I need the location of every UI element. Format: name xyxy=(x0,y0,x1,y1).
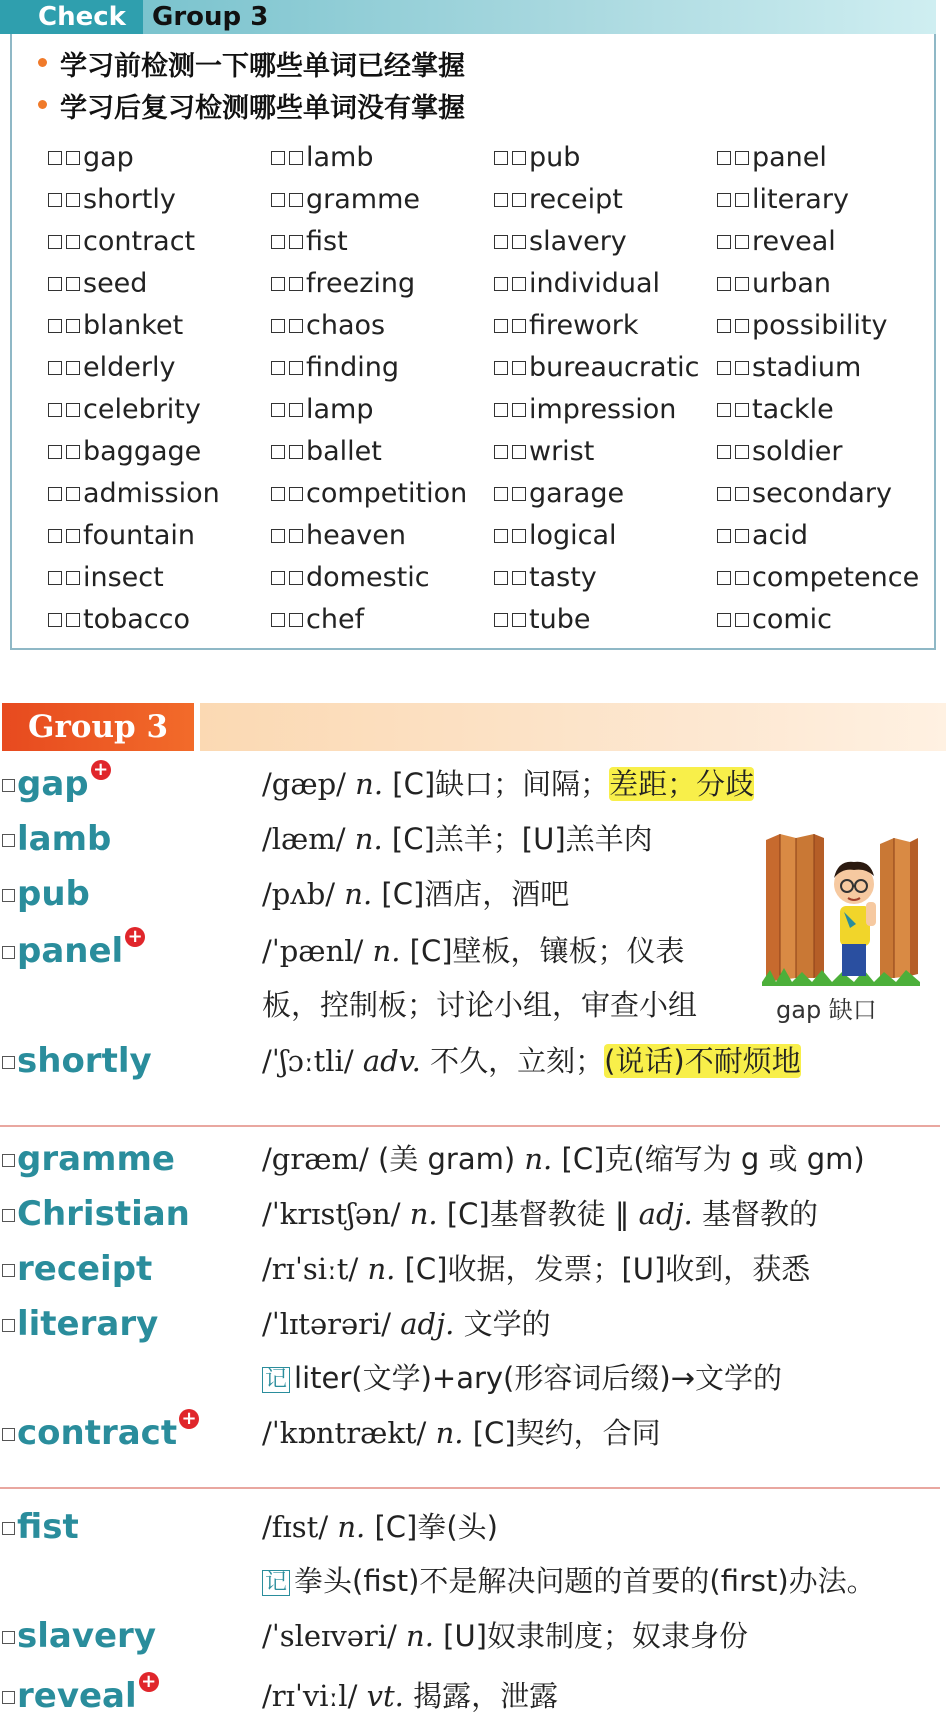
check-word-label: fountain xyxy=(83,520,195,551)
checkbox-after[interactable] xyxy=(289,529,303,543)
check-word-item xyxy=(48,263,271,305)
memo-icon: 记 xyxy=(262,1367,290,1393)
check-word-item xyxy=(271,137,494,179)
check-word-item xyxy=(717,389,940,431)
separator xyxy=(0,1125,940,1127)
entry-word-gap: gap + xyxy=(2,764,111,804)
checkbox-before[interactable] xyxy=(717,277,731,291)
checkbox-before[interactable] xyxy=(48,361,62,375)
checkbox[interactable] xyxy=(2,889,15,902)
check-word-item xyxy=(717,557,940,599)
checkbox-before[interactable] xyxy=(271,361,285,375)
entry-word-lamb: lamb xyxy=(2,819,111,859)
plus-icon: + xyxy=(139,1672,159,1692)
checkbox-after[interactable] xyxy=(289,445,303,459)
check-group-label: Group 3 xyxy=(152,2,269,32)
checkbox-after[interactable] xyxy=(735,571,749,585)
checkbox-after[interactable] xyxy=(512,361,526,375)
plus-icon: + xyxy=(125,927,145,947)
entry-word-reveal: reveal + xyxy=(2,1676,159,1716)
checkbox-before[interactable] xyxy=(717,361,731,375)
check-word-label: domestic xyxy=(306,562,430,593)
check-word-label: panel xyxy=(752,142,827,173)
check-word-item xyxy=(494,431,717,473)
check-word-item xyxy=(271,389,494,431)
check-word-item xyxy=(48,179,271,221)
checkbox-after[interactable] xyxy=(512,487,526,501)
check-word-item xyxy=(271,179,494,221)
check-word-item xyxy=(717,347,940,389)
checkbox-before[interactable] xyxy=(494,613,508,627)
group-banner xyxy=(0,703,946,751)
checkbox-after[interactable] xyxy=(66,235,80,249)
check-word-label: wrist xyxy=(529,436,595,467)
checkbox-before[interactable] xyxy=(271,277,285,291)
check-word-item xyxy=(494,557,717,599)
entry-word-shortly: shortly xyxy=(2,1041,152,1081)
check-word-item xyxy=(494,347,717,389)
entry-word-panel: panel + xyxy=(2,931,145,971)
check-word-label: gramme xyxy=(306,184,420,215)
checkbox-after[interactable] xyxy=(66,319,80,333)
checkbox-after[interactable] xyxy=(289,193,303,207)
checkbox-before[interactable] xyxy=(48,403,62,417)
check-word-label: soldier xyxy=(752,436,843,467)
check-word-item xyxy=(48,473,271,515)
check-word-label: slavery xyxy=(529,226,627,257)
checkbox-before[interactable] xyxy=(48,235,62,249)
checkbox-after[interactable] xyxy=(289,319,303,333)
checkbox-after[interactable] xyxy=(289,361,303,375)
checkbox-after[interactable] xyxy=(735,529,749,543)
checkbox-before[interactable] xyxy=(717,235,731,249)
check-word-label: admission xyxy=(83,478,220,509)
check-word-item xyxy=(48,137,271,179)
check-word-item xyxy=(494,599,717,641)
check-word-label: blanket xyxy=(83,310,184,341)
gap-illustration xyxy=(762,832,920,986)
checkbox-after[interactable] xyxy=(512,151,526,165)
check-word-item xyxy=(494,263,717,305)
entry-def-christian: /ˈkrɪstʃən/ n. [C]基督教徒 ‖ adj. 基督教的 xyxy=(262,1197,818,1231)
check-word-label: fist xyxy=(306,226,348,257)
checkbox-before[interactable] xyxy=(271,403,285,417)
check-word-item xyxy=(717,179,940,221)
checkbox[interactable] xyxy=(2,946,15,959)
entry-word-literary: literary xyxy=(2,1304,158,1344)
entry-def-contract: /ˈkɒntrækt/ n. [C]契约，合同 xyxy=(262,1416,661,1450)
checkbox-after[interactable] xyxy=(735,613,749,627)
check-word-item xyxy=(48,305,271,347)
checkbox-after[interactable] xyxy=(289,235,303,249)
plus-icon: + xyxy=(179,1409,199,1429)
check-word-label: chef xyxy=(306,604,365,635)
check-word-item xyxy=(717,137,940,179)
check-tab: Check xyxy=(0,0,143,34)
entry-def-receipt: /rɪˈsiːt/ n. [C]收据，发票；[U]收到，获悉 xyxy=(262,1252,811,1286)
checkbox-before[interactable] xyxy=(494,193,508,207)
entry-word-fist: fist xyxy=(2,1507,79,1547)
check-word-item xyxy=(48,515,271,557)
check-word-item xyxy=(48,221,271,263)
entry-def-lamb: /læm/ n. [C]羔羊；[U]羔羊肉 xyxy=(262,822,653,856)
checkbox[interactable] xyxy=(2,1319,15,1332)
checkbox[interactable] xyxy=(2,1209,15,1222)
checkbox-before[interactable] xyxy=(717,613,731,627)
check-word-label: receipt xyxy=(529,184,623,215)
checkbox-before[interactable] xyxy=(717,529,731,543)
checkbox-before[interactable] xyxy=(48,445,62,459)
checkbox-after[interactable] xyxy=(512,445,526,459)
check-word-item xyxy=(717,263,940,305)
entry-def-reveal: /rɪˈviːl/ vt. 揭露，泄露 xyxy=(262,1679,559,1713)
checkbox-before[interactable] xyxy=(48,571,62,585)
checkbox-after[interactable] xyxy=(512,319,526,333)
check-word-item xyxy=(494,389,717,431)
check-word-item xyxy=(717,431,940,473)
checkbox-after[interactable] xyxy=(66,193,80,207)
checkbox-before[interactable] xyxy=(48,193,62,207)
check-word-label: contract xyxy=(83,226,196,257)
check-word-item xyxy=(48,431,271,473)
checkbox-after[interactable] xyxy=(289,487,303,501)
checkbox[interactable] xyxy=(2,834,15,847)
check-word-label: acid xyxy=(752,520,809,551)
check-word-item xyxy=(717,515,940,557)
check-word-label: gap xyxy=(83,142,134,173)
checkbox-before[interactable] xyxy=(717,445,731,459)
checkbox-before[interactable] xyxy=(494,529,508,543)
checkbox-after[interactable] xyxy=(735,445,749,459)
checkbox-before[interactable] xyxy=(494,319,508,333)
checkbox-before[interactable] xyxy=(717,571,731,585)
check-word-item xyxy=(717,305,940,347)
entry-memo-literary: 记 liter(文学)+ary(形容词后缀)→文学的 xyxy=(262,1358,782,1398)
check-word-label: tobacco xyxy=(83,604,190,635)
checkbox-after[interactable] xyxy=(289,403,303,417)
checkbox-before[interactable] xyxy=(271,613,285,627)
entry-word-contract: contract + xyxy=(2,1413,199,1453)
highlight: 差距；分歧 xyxy=(609,767,755,801)
check-word-item xyxy=(494,305,717,347)
check-word-label: possibility xyxy=(752,310,888,341)
checkbox-before[interactable] xyxy=(494,361,508,375)
check-word-item xyxy=(494,515,717,557)
entry-word-receipt: receipt xyxy=(2,1249,152,1289)
check-word-label: chaos xyxy=(306,310,386,341)
checkbox-before[interactable] xyxy=(494,571,508,585)
check-word-item xyxy=(494,137,717,179)
entry-def-shortly: /ˈʃɔːtli/ adv. 不久，立刻；(说话)不耐烦地 xyxy=(262,1044,801,1078)
checkbox-after[interactable] xyxy=(512,571,526,585)
check-bullet-before: 学习前检测一下哪些单词已经掌握 xyxy=(42,44,465,83)
check-word-label: impression xyxy=(529,394,677,425)
entry-word-pub: pub xyxy=(2,874,90,914)
checkbox-after[interactable] xyxy=(735,277,749,291)
checkbox-before[interactable] xyxy=(494,151,508,165)
check-word-item xyxy=(48,599,271,641)
checkbox-after[interactable] xyxy=(66,151,80,165)
check-word-item xyxy=(271,263,494,305)
check-word-label: stadium xyxy=(752,352,862,383)
checkbox-after[interactable] xyxy=(66,403,80,417)
check-word-label: lamb xyxy=(306,142,374,173)
checkbox-after[interactable] xyxy=(735,235,749,249)
check-word-label: heaven xyxy=(306,520,406,551)
checkbox-before[interactable] xyxy=(271,571,285,585)
checkbox-before[interactable] xyxy=(271,151,285,165)
check-word-label: tube xyxy=(529,604,591,635)
entry-def-slavery: /ˈsleɪvəri/ n. [U]奴隶制度；奴隶身份 xyxy=(262,1619,748,1653)
checkbox-before[interactable] xyxy=(271,529,285,543)
highlight: (说话)不耐烦地 xyxy=(604,1044,801,1078)
checkbox-after[interactable] xyxy=(735,193,749,207)
checkbox-before[interactable] xyxy=(717,487,731,501)
checkbox-after[interactable] xyxy=(289,277,303,291)
checkbox-after[interactable] xyxy=(66,361,80,375)
entry-def-pub: /pʌb/ n. [C]酒店，酒吧 xyxy=(262,877,570,911)
checkbox-before[interactable] xyxy=(717,403,731,417)
check-word-item xyxy=(271,305,494,347)
check-word-item xyxy=(717,599,940,641)
check-word-label: literary xyxy=(752,184,849,215)
fence-right xyxy=(880,838,918,978)
entry-def-literary: /ˈlɪtərəri/ adj. 文学的 xyxy=(262,1307,551,1341)
check-word-item xyxy=(271,221,494,263)
check-word-label: logical xyxy=(529,520,617,551)
check-word-label: tasty xyxy=(529,562,597,593)
checkbox-after[interactable] xyxy=(66,529,80,543)
check-word-item xyxy=(717,473,940,515)
checkbox-before[interactable] xyxy=(494,445,508,459)
checkbox-before[interactable] xyxy=(494,235,508,249)
checkbox-after[interactable] xyxy=(289,613,303,627)
check-word-label: shortly xyxy=(83,184,176,215)
checkbox[interactable] xyxy=(2,1522,15,1535)
checkbox-after[interactable] xyxy=(512,277,526,291)
checkbox-before[interactable] xyxy=(494,487,508,501)
checkbox-after[interactable] xyxy=(735,361,749,375)
entry-def-gap: /gæp/ n. [C]缺口；间隔；差距；分歧 xyxy=(262,767,755,801)
checkbox[interactable] xyxy=(2,1428,15,1441)
checkbox-after[interactable] xyxy=(512,235,526,249)
checkbox[interactable] xyxy=(2,1056,15,1069)
check-word-item xyxy=(494,179,717,221)
checkbox[interactable] xyxy=(2,1154,15,1167)
check-word-label: insect xyxy=(83,562,164,593)
entry-word-gramme: gramme xyxy=(2,1139,175,1179)
check-word-label: firework xyxy=(529,310,639,341)
illustration-caption: gap 缺口 xyxy=(776,996,877,1024)
checkbox-before[interactable] xyxy=(494,403,508,417)
check-word-item xyxy=(271,473,494,515)
entry-memo-fist: 记 拳头(fist)不是解决问题的首要的(first)办法。 xyxy=(262,1561,876,1601)
entry-def-panel: /ˈpænl/ n. [C]壁板，镶板；仪表 xyxy=(262,934,685,968)
checkbox-before[interactable] xyxy=(271,193,285,207)
checkbox-before[interactable] xyxy=(271,445,285,459)
check-word-item xyxy=(48,347,271,389)
group-banner-stripe xyxy=(200,703,946,751)
entry-word-slavery: slavery xyxy=(2,1616,156,1656)
checkbox-after[interactable] xyxy=(66,487,80,501)
fence-left xyxy=(766,834,824,982)
check-word-label: pub xyxy=(529,142,581,173)
checkbox[interactable] xyxy=(2,1691,15,1704)
checkbox-after[interactable] xyxy=(735,319,749,333)
checkbox-before[interactable] xyxy=(48,319,62,333)
entry-def-panel-cont: 板，控制板；讨论小组，审查小组 xyxy=(262,988,698,1022)
entry-word-christian: Christian xyxy=(2,1194,190,1234)
checkbox-before[interactable] xyxy=(48,151,62,165)
check-word-label: baggage xyxy=(83,436,202,467)
checkbox-after[interactable] xyxy=(512,613,526,627)
checkbox[interactable] xyxy=(2,779,15,792)
checkbox-after[interactable] xyxy=(66,571,80,585)
check-word-label: freezing xyxy=(306,268,416,299)
checkbox-before[interactable] xyxy=(271,487,285,501)
checkbox-before[interactable] xyxy=(494,277,508,291)
check-word-label: reveal xyxy=(752,226,836,257)
checkbox-after[interactable] xyxy=(512,529,526,543)
checkbox-before[interactable] xyxy=(717,319,731,333)
check-word-label: seed xyxy=(83,268,148,299)
checkbox-before[interactable] xyxy=(48,529,62,543)
checkbox-after[interactable] xyxy=(289,151,303,165)
check-word-label: secondary xyxy=(752,478,892,509)
check-word-label: individual xyxy=(529,268,661,299)
checkbox-before[interactable] xyxy=(717,193,731,207)
check-word-grid xyxy=(48,137,928,641)
check-word-label: bureaucratic xyxy=(529,352,700,383)
check-word-item xyxy=(48,557,271,599)
checkbox-before[interactable] xyxy=(717,151,731,165)
check-word-label: tackle xyxy=(752,394,834,425)
checkbox[interactable] xyxy=(2,1264,15,1277)
separator xyxy=(0,1487,940,1489)
check-word-item xyxy=(717,221,940,263)
checkbox-before[interactable] xyxy=(48,487,62,501)
entry-def-fist: /fɪst/ n. [C]拳(头) xyxy=(262,1510,498,1544)
memo-icon: 记 xyxy=(262,1570,290,1596)
check-word-label: elderly xyxy=(83,352,176,383)
entry-def-gramme: /græm/ (美 gram) n. [C]克(缩写为 g 或 gm) xyxy=(262,1142,865,1176)
check-word-item xyxy=(494,473,717,515)
check-word-label: urban xyxy=(752,268,832,299)
check-word-label: celebrity xyxy=(83,394,201,425)
check-word-label: competition xyxy=(306,478,468,509)
checkbox-before[interactable] xyxy=(271,235,285,249)
checkbox-after[interactable] xyxy=(66,613,80,627)
checkbox-after[interactable] xyxy=(66,445,80,459)
checkbox-after[interactable] xyxy=(735,487,749,501)
check-word-item xyxy=(494,221,717,263)
check-word-item xyxy=(271,557,494,599)
checkbox-after[interactable] xyxy=(735,403,749,417)
checkbox-after[interactable] xyxy=(512,403,526,417)
check-word-label: comic xyxy=(752,604,833,635)
check-word-item xyxy=(48,389,271,431)
checkbox-before[interactable] xyxy=(48,613,62,627)
checkbox-after[interactable] xyxy=(512,193,526,207)
check-header xyxy=(0,0,936,34)
check-word-item xyxy=(271,431,494,473)
check-word-label: finding xyxy=(306,352,400,383)
check-word-label: ballet xyxy=(306,436,382,467)
check-word-item xyxy=(271,347,494,389)
checkbox-before[interactable] xyxy=(48,277,62,291)
check-word-item xyxy=(271,515,494,557)
checkbox-before[interactable] xyxy=(271,319,285,333)
check-word-item xyxy=(271,599,494,641)
check-word-label: competence xyxy=(752,562,920,593)
plus-icon: + xyxy=(91,760,111,780)
check-word-label: lamp xyxy=(306,394,374,425)
check-bullet-after: 学习后复习检测哪些单词没有掌握 xyxy=(42,86,465,125)
group-banner-label: Group 3 xyxy=(2,703,194,751)
check-word-label: garage xyxy=(529,478,625,509)
checkbox-after[interactable] xyxy=(735,151,749,165)
checkbox[interactable] xyxy=(2,1631,15,1644)
checkbox-after[interactable] xyxy=(66,277,80,291)
checkbox-after[interactable] xyxy=(289,571,303,585)
